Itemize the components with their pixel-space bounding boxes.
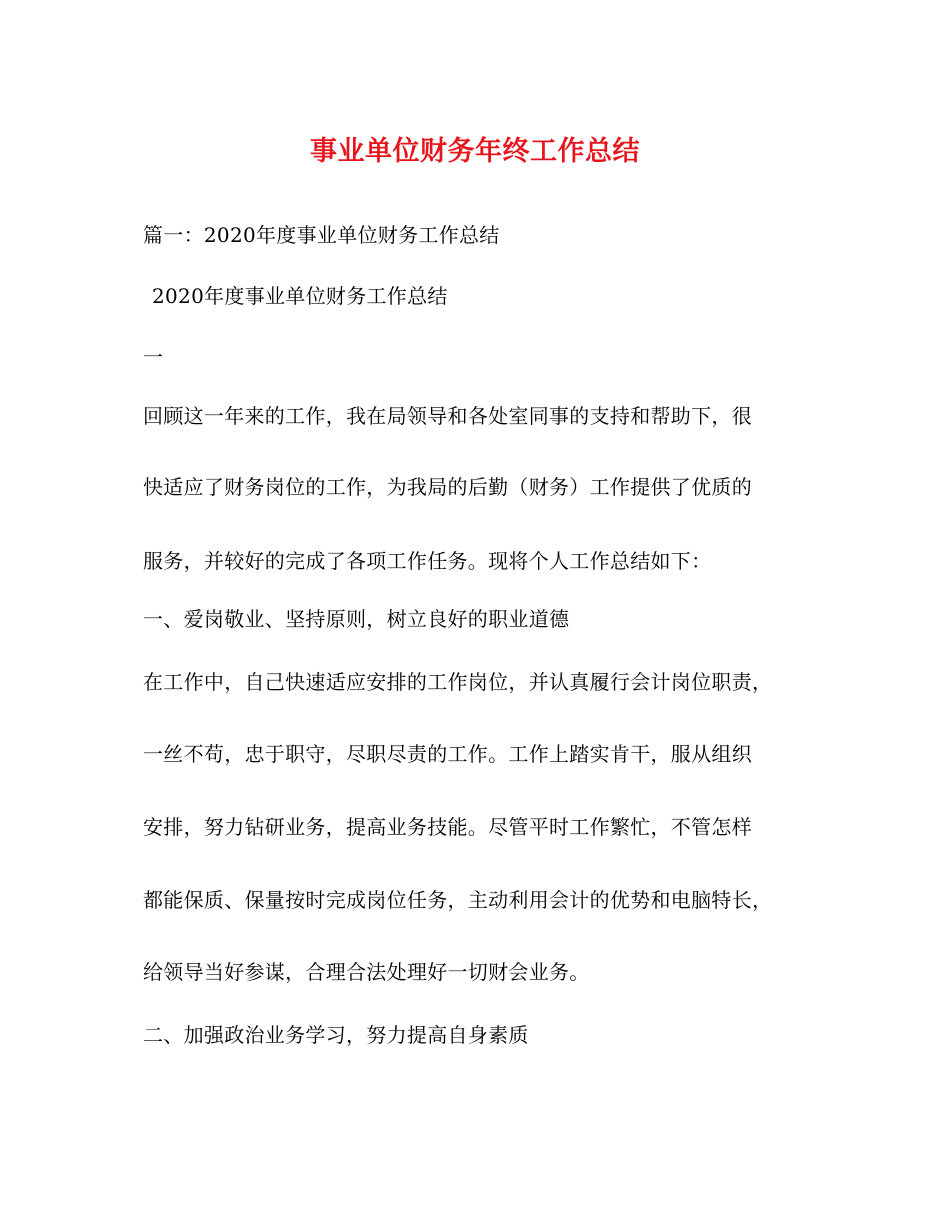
paragraph-line: 一丝不苟，忠于职守，尽职尽责的工作。工作上踏实肯干，服从组织 bbox=[143, 742, 752, 766]
paragraph-line: 安排，努力钻研业务，提高业务技能。尽管平时工作繁忙，不管怎样 bbox=[143, 815, 752, 839]
subtitle-line: 2020年度事业单位财务工作总结 bbox=[152, 284, 448, 308]
document-title: 事业单位财务年终工作总结 bbox=[310, 136, 640, 167]
section-heading: 篇一：2020年度事业单位财务工作总结 bbox=[143, 223, 500, 247]
section-heading: 二、加强政治业务学习，努力提高自身素质 bbox=[143, 1023, 529, 1047]
section-marker: 一 bbox=[143, 345, 164, 369]
paragraph-line: 在工作中，自己快速适应安排的工作岗位，并认真履行会计岗位职责， bbox=[143, 670, 773, 694]
paragraph-line: 回顾这一年来的工作，我在局领导和各处室同事的支持和帮助下，很 bbox=[143, 404, 752, 428]
paragraph-line: 快适应了财务岗位的工作，为我局的后勤（财务）工作提供了优质的 bbox=[143, 475, 752, 499]
section-heading: 一、爱岗敬业、坚持原则，树立良好的职业道德 bbox=[143, 607, 570, 631]
paragraph-line: 都能保质、保量按时完成岗位任务，主动利用会计的优势和电脑特长， bbox=[143, 888, 773, 912]
paragraph-line: 给领导当好参谋，合理合法处理好一切财会业务。 bbox=[143, 960, 590, 984]
paragraph-line: 服务，并较好的完成了各项工作任务。现将个人工作总结如下： bbox=[143, 549, 712, 573]
